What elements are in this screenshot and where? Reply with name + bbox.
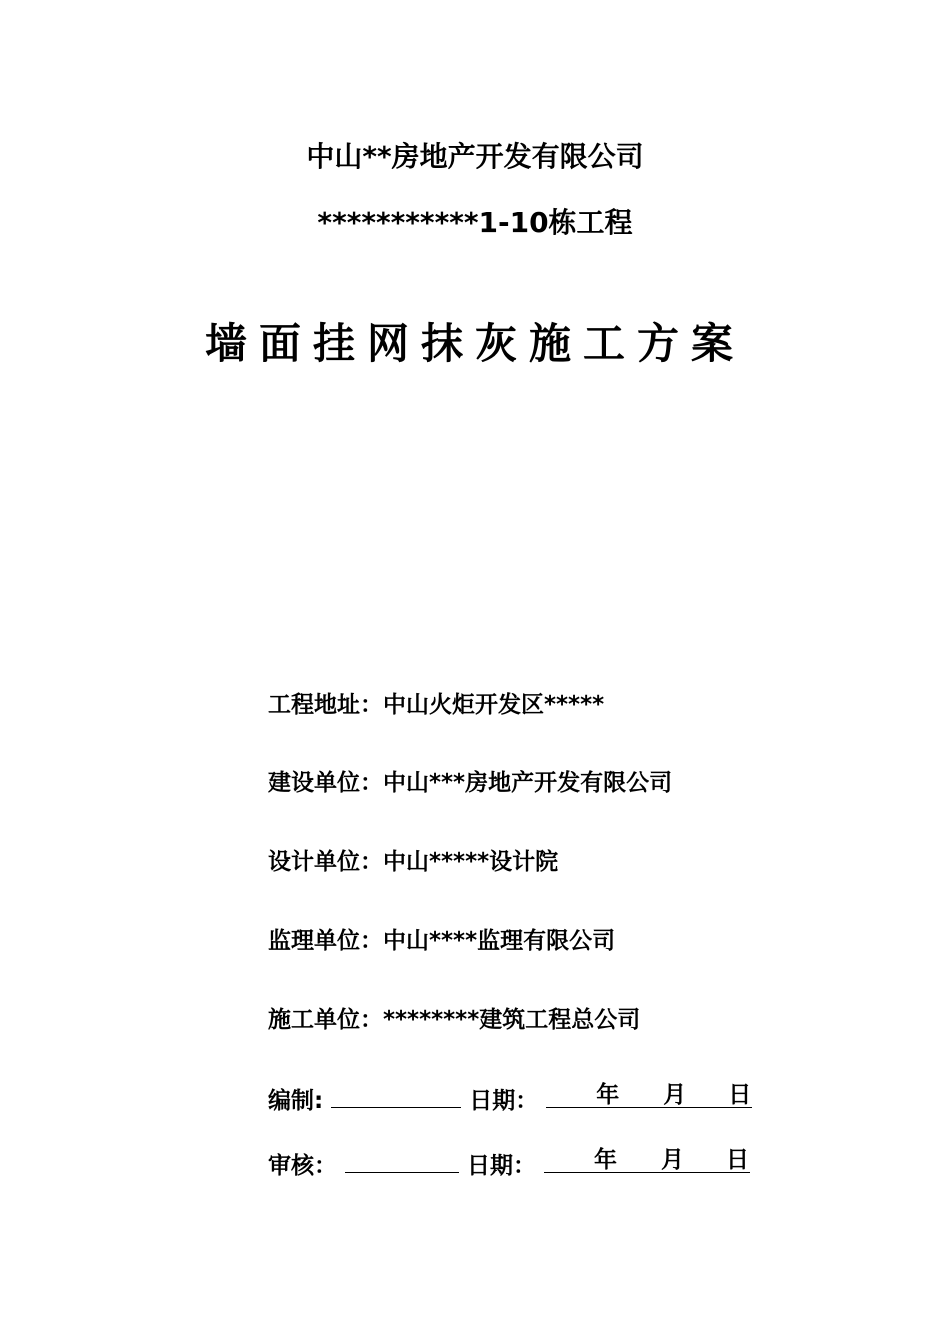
field-supervisor [268, 925, 615, 957]
field-value: 中山*****设计院 [383, 849, 559, 875]
signature-row-reviewed [268, 1148, 750, 1182]
company-name: 中山**房地产开发有限公司 [306, 140, 644, 173]
day-label: 日 [726, 1147, 750, 1173]
field-label: 工程地址： [268, 692, 383, 718]
name-blank [345, 1148, 459, 1173]
field-value: 中山***房地产开发有限公司 [383, 770, 673, 796]
year-label: 年 [596, 1082, 620, 1108]
field-designer [268, 846, 558, 878]
day-label: 日 [728, 1082, 752, 1108]
date-blank [546, 1083, 752, 1108]
signature-row-prepared [268, 1083, 752, 1117]
month-label: 月 [661, 1147, 685, 1173]
field-value: 中山****监理有限公司 [383, 928, 616, 954]
year-label: 年 [594, 1147, 618, 1173]
field-label: 建设单位： [268, 770, 383, 796]
date-blank [544, 1148, 750, 1173]
month-label: 月 [663, 1082, 687, 1108]
document-title: 墙面挂网抹灰施工方案 [204, 319, 745, 368]
field-value: 中山火炬开发区***** [383, 692, 605, 718]
field-developer [268, 767, 672, 799]
field-label: 施工单位： [268, 1007, 383, 1033]
field-contractor [268, 1004, 640, 1036]
field-project-address [268, 689, 604, 721]
date-label: 日期： [469, 1088, 539, 1114]
project-name: ***********1-10栋工程 [317, 206, 633, 239]
signature-role: 编制: [268, 1088, 324, 1114]
name-blank [331, 1083, 461, 1108]
date-label: 日期： [467, 1153, 537, 1179]
field-label: 设计单位： [268, 849, 383, 875]
field-value: ********建筑工程总公司 [383, 1007, 641, 1033]
field-label: 监理单位： [268, 928, 383, 954]
signature-role: 审核： [268, 1153, 337, 1179]
